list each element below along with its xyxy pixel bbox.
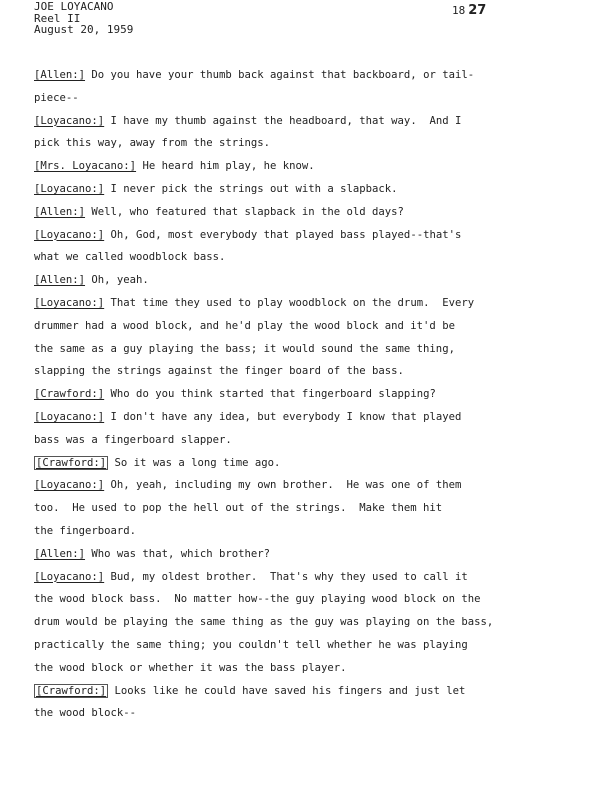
speaker-label: [Allen:] (34, 69, 86, 81)
transcript-line (34, 115, 534, 138)
transcript-line (34, 365, 534, 388)
speech-text: Well, who featured that slapback in the old days? (85, 205, 404, 218)
transcript-line (34, 320, 534, 343)
reel-label: Reel II (34, 11, 81, 25)
speech-text: He heard him play, he know. (136, 160, 315, 173)
speech-text: I have my thumb against the headboard, that way. And I (104, 114, 462, 127)
transcript-line (34, 707, 534, 730)
speech-text: Oh, yeah, including my own brother. He was one of them (104, 479, 462, 492)
speech-text: That time they used to play woodblock on the drum. Every (104, 296, 475, 309)
transcript-body (34, 69, 534, 730)
transcript-line (34, 502, 534, 525)
speech-text: slapping the strings against the finger board of the bass. (34, 365, 404, 378)
transcript-line (34, 685, 534, 708)
speech-text: bass was a fingerboard slapper. (34, 433, 232, 446)
transcript-line (34, 183, 534, 206)
speaker-label: [Loyacano:] (34, 114, 105, 127)
speech-text: Who do you think started that fingerboard slapping? (104, 388, 436, 401)
speaker-label: [Loyacano:] (34, 570, 105, 583)
speech-text: Looks like he could have saved his fingers and just let (108, 684, 466, 697)
speech-text: the wood block-- (34, 707, 137, 720)
transcript-line (34, 388, 534, 411)
speaker-label: [Loyacano:] (34, 228, 105, 241)
speaker-label: [Allen:] (34, 205, 86, 218)
speech-text: pick this way, away from the strings. (34, 137, 270, 150)
speaker-label: [Crawford:] (34, 388, 105, 401)
speech-text: Who was that, which brother? (85, 547, 270, 560)
transcript-line (34, 457, 534, 480)
speech-text: Oh, yeah. (85, 274, 149, 287)
transcript-line (34, 662, 534, 685)
transcript-line (34, 479, 534, 502)
speech-text: the same as a guy playing the bass; it would sound the same thing, (34, 342, 455, 355)
speech-text: I never pick the strings out with a slapback. (104, 182, 398, 195)
interviewee-name: JOE LOYACANO (34, 0, 114, 13)
speech-text: the wood block or whether it was the bass player. (34, 661, 347, 674)
speaker-label: [Crawford:] (36, 684, 107, 697)
speech-text: practically the same thing; you couldn't tell whether he was playing (34, 638, 468, 651)
transcript-line (34, 206, 534, 229)
speech-text: Bud, my oldest brother. That's why they used to call it (104, 570, 468, 583)
page-number (452, 3, 486, 18)
transcript-line (34, 160, 534, 183)
interview-date: August 20, 1959 (34, 23, 134, 36)
speaker-label: [Crawford:] (36, 456, 107, 469)
transcript-line (34, 525, 534, 548)
speech-text: drummer had a wood block, and he'd play the wood block and it'd be (34, 319, 455, 332)
speech-text: drum would be playing the same thing as the guy was playing on the bass, (34, 616, 494, 629)
transcript-line (34, 593, 534, 616)
transcript-line (34, 297, 534, 320)
speech-text: what we called woodblock bass. (34, 251, 226, 264)
page-number-typed: 18 (452, 4, 466, 17)
transcript-line (34, 343, 534, 366)
transcript-line (34, 251, 534, 274)
speaker-label: [Loyacano:] (34, 410, 105, 423)
speech-text: Do you have your thumb back against that backboard, or tail- (85, 69, 475, 81)
document-header (34, 1, 133, 36)
transcript-line (34, 92, 534, 115)
speech-text: the wood block bass. No matter how--the guy playing wood block on the (34, 593, 481, 606)
speech-text: I don't have any idea, but everybody I know that played (104, 410, 462, 423)
speech-text: the fingerboard. (34, 524, 137, 537)
transcript-line (34, 137, 534, 160)
speaker-label: [Loyacano:] (34, 296, 105, 309)
speech-text: piece-- (34, 91, 79, 104)
transcript-line (34, 434, 534, 457)
speech-text: So it was a long time ago. (108, 456, 281, 469)
transcript-line (34, 571, 534, 594)
transcript-line (34, 616, 534, 639)
transcript-line (34, 548, 534, 571)
transcript-line (34, 274, 534, 297)
speaker-label: [Loyacano:] (34, 479, 105, 492)
transcript-line (34, 411, 534, 434)
speech-text: too. He used to pop the hell out of the strings. Make them hit (34, 502, 443, 515)
speech-text: Oh, God, most everybody that played bass played--that's (104, 228, 462, 241)
page-number-handwritten: 27 (468, 3, 487, 18)
transcript-line (34, 229, 534, 252)
speaker-label: [Allen:] (34, 274, 86, 287)
speaker-label: [Loyacano:] (34, 182, 105, 195)
speaker-label: [Allen:] (34, 547, 86, 560)
transcript-line (34, 69, 534, 92)
speaker-label: [Mrs. Loyacano:] (34, 160, 137, 173)
transcript-line (34, 639, 534, 662)
